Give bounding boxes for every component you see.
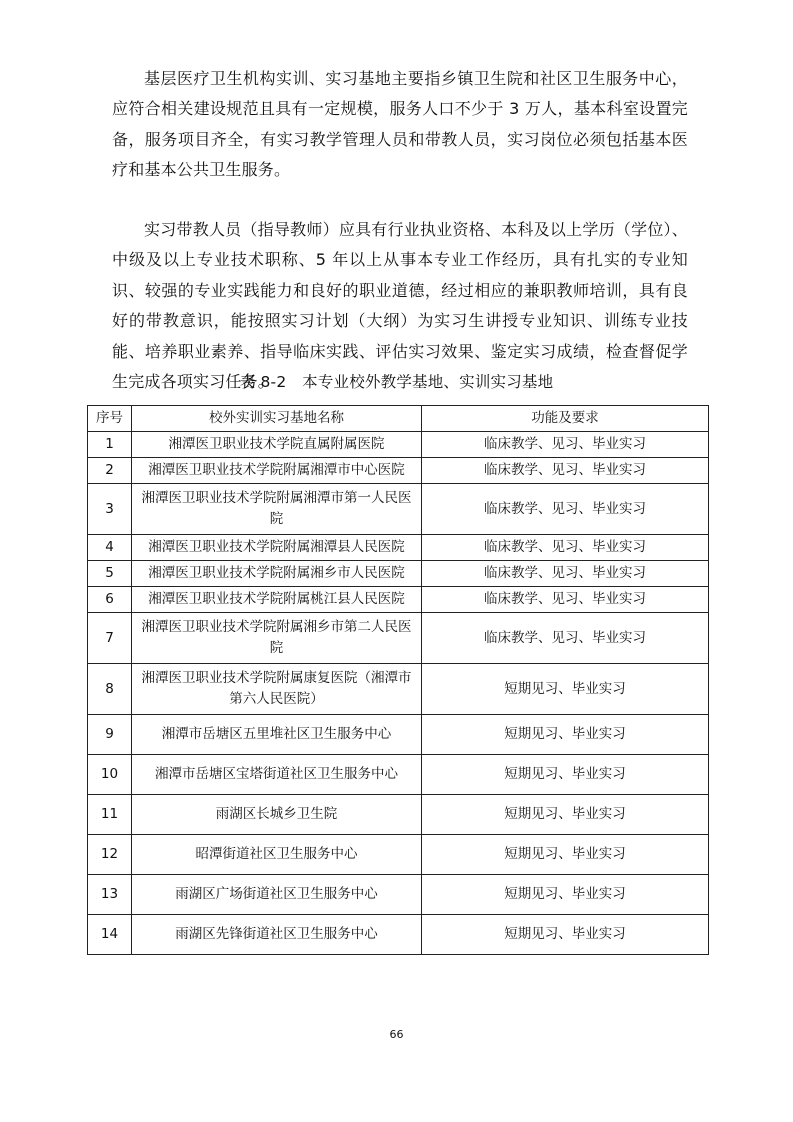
page-number: 66 <box>389 1028 404 1041</box>
row-name: 湘潭医卫职业技术学院附属湘乡市人民医院 <box>132 561 422 587</box>
row-no: 2 <box>88 458 132 484</box>
row-name: 昭潭街道社区卫生服务中心 <box>132 835 422 875</box>
row-no: 8 <box>88 664 132 715</box>
header-no: 序号 <box>88 406 132 432</box>
body-paragraph-primary-care-bases: 基层医疗卫生机构实训、实习基地主要指乡镇卫生院和社区卫生服务中心，应符合相关建设规范且具有一定规模，服务人口不少于 3 万人，基本科室设置完备，服务项目齐全，有实习教学管理人员和带教人员，实习岗位必须包括基本医疗和基本公共卫生服务。 <box>112 69 688 180</box>
row-no: 14 <box>88 915 132 955</box>
table-row <box>88 664 709 715</box>
header-name: 校外实训实习基地名称 <box>132 406 422 432</box>
table-row <box>88 795 709 835</box>
table-row <box>88 835 709 875</box>
training-bases-table <box>87 405 709 955</box>
row-name: 雨湖区广场街道社区卫生服务中心 <box>132 875 422 915</box>
row-function: 短期见习、毕业实习 <box>422 795 709 835</box>
row-no: 12 <box>88 835 132 875</box>
row-no: 10 <box>88 755 132 795</box>
row-name: 湘潭医卫职业技术学院附属湘乡市第二人民医院 <box>132 613 422 664</box>
row-name: 湘潭医卫职业技术学院附属桃江县人民医院 <box>132 587 422 613</box>
table-caption: 表 8-2 本专业校外教学基地、实训实习基地 <box>239 373 554 391</box>
row-no: 11 <box>88 795 132 835</box>
row-function: 短期见习、毕业实习 <box>422 755 709 795</box>
row-function: 临床教学、见习、毕业实习 <box>422 587 709 613</box>
table-header-row <box>88 406 709 432</box>
row-function: 临床教学、见习、毕业实习 <box>422 535 709 561</box>
row-no: 1 <box>88 432 132 458</box>
table-row <box>88 715 709 755</box>
row-function: 短期见习、毕业实习 <box>422 835 709 875</box>
row-no: 6 <box>88 587 132 613</box>
row-name: 湘潭医卫职业技术学院附属湘潭市中心医院 <box>132 458 422 484</box>
row-function: 临床教学、见习、毕业实习 <box>422 561 709 587</box>
row-name: 雨湖区长城乡卫生院 <box>132 795 422 835</box>
row-function: 临床教学、见习、毕业实习 <box>422 613 709 664</box>
row-no: 3 <box>88 484 132 535</box>
table-row <box>88 458 709 484</box>
table-row <box>88 484 709 535</box>
row-function: 临床教学、见习、毕业实习 <box>422 458 709 484</box>
row-function: 临床教学、见习、毕业实习 <box>422 432 709 458</box>
row-name: 雨湖区先锋街道社区卫生服务中心 <box>132 915 422 955</box>
table-row <box>88 561 709 587</box>
row-function: 短期见习、毕业实习 <box>422 915 709 955</box>
row-name: 湘潭医卫职业技术学院附属湘潭县人民医院 <box>132 535 422 561</box>
table-row <box>88 915 709 955</box>
body-paragraph-instructor-requirements: 实习带教人员（指导教师）应具有行业执业资格、本科及以上学历（学位）、中级及以上专业技术职称、5 年以上从事本专业工作经历，具有扎实的专业知识、较强的专业实践能力和良好的职业道德，经过相应的兼职教师培训，具有良好的带教意识，能按照实习计划（大纲）为实习生讲授专业知识、训练专业技能、培养职业素养、指导临床实践、评估实习效果、鉴定实习成绩，检查督促学生完成各项实习任务。 <box>112 220 688 392</box>
row-no: 9 <box>88 715 132 755</box>
table-row <box>88 535 709 561</box>
table-row <box>88 875 709 915</box>
table-row <box>88 613 709 664</box>
row-no: 13 <box>88 875 132 915</box>
row-no: 7 <box>88 613 132 664</box>
table-row <box>88 432 709 458</box>
row-name: 湘潭医卫职业技术学院附属湘潭市第一人民医院 <box>132 484 422 535</box>
row-no: 4 <box>88 535 132 561</box>
table-row <box>88 587 709 613</box>
row-name: 湘潭医卫职业技术学院附属康复医院（湘潭市第六人民医院） <box>132 664 422 715</box>
row-no: 5 <box>88 561 132 587</box>
row-name: 湘潭市岳塘区宝塔街道社区卫生服务中心 <box>132 755 422 795</box>
row-function: 短期见习、毕业实习 <box>422 875 709 915</box>
row-function: 短期见习、毕业实习 <box>422 715 709 755</box>
row-name: 湘潭市岳塘区五里堆社区卫生服务中心 <box>132 715 422 755</box>
row-name: 湘潭医卫职业技术学院直属附属医院 <box>132 432 422 458</box>
row-function: 短期见习、毕业实习 <box>422 664 709 715</box>
row-function: 临床教学、见习、毕业实习 <box>422 484 709 535</box>
table-row <box>88 755 709 795</box>
header-function: 功能及要求 <box>422 406 709 432</box>
